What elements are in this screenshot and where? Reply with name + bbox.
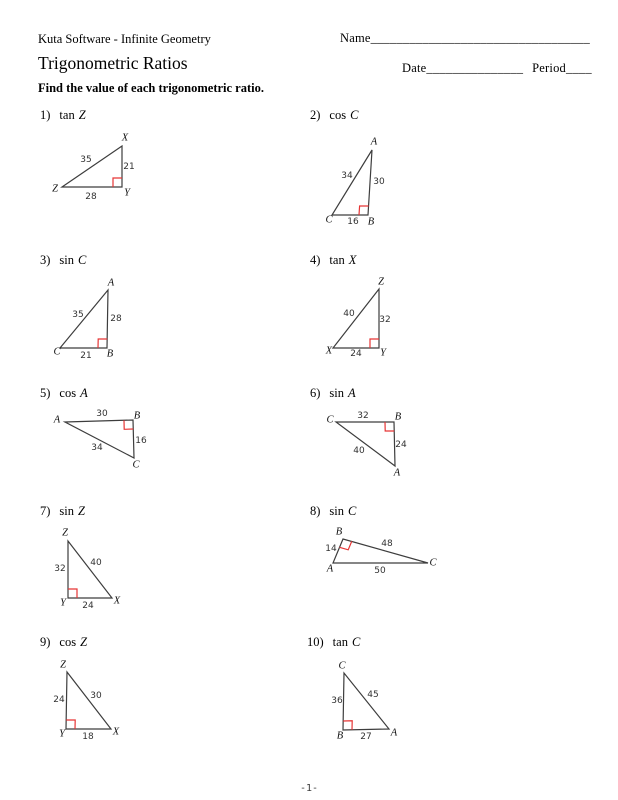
side-length-label: 16 bbox=[135, 436, 147, 446]
page-title: Trigonometric Ratios bbox=[38, 53, 188, 73]
side-length-label: 21 bbox=[123, 162, 135, 172]
right-angle-icon bbox=[359, 206, 369, 215]
angle-letter: A bbox=[348, 386, 356, 400]
side-length-label: 14 bbox=[325, 544, 337, 554]
right-angle-icon bbox=[68, 589, 77, 598]
problem-number: 10) bbox=[307, 635, 324, 649]
vertex-label: C bbox=[429, 557, 437, 569]
triangle-diagram-3 bbox=[53, 278, 122, 362]
side-length-label: 24 bbox=[53, 695, 65, 705]
vertex-label: B bbox=[367, 216, 375, 228]
vertex-label: C bbox=[338, 660, 346, 672]
side-length-label: 34 bbox=[91, 443, 103, 453]
period-label: Period bbox=[532, 61, 566, 75]
vertex-label: A bbox=[326, 563, 334, 575]
right-angle-icon bbox=[66, 720, 75, 729]
right-angle-icon bbox=[113, 178, 122, 187]
vertex-label: C bbox=[325, 214, 333, 226]
side-length-label: 24 bbox=[395, 440, 407, 450]
problem-number: 6) bbox=[310, 386, 321, 400]
problem-number: 7) bbox=[40, 504, 51, 518]
problem-number: 3) bbox=[40, 253, 51, 267]
angle-letter: Z bbox=[78, 504, 85, 518]
vertex-label: C bbox=[132, 459, 140, 471]
problem-number: 5) bbox=[40, 386, 51, 400]
name-label: Name bbox=[340, 31, 371, 45]
vertex-label: C bbox=[326, 414, 334, 426]
triangle-diagram-2 bbox=[325, 137, 385, 228]
trig-function: tan bbox=[329, 253, 345, 267]
trig-function: tan bbox=[59, 108, 75, 122]
angle-letter: Z bbox=[78, 108, 86, 122]
right-angle-icon bbox=[124, 420, 133, 429]
vertex-label: Y bbox=[60, 597, 66, 609]
angle-letter: C bbox=[350, 108, 359, 122]
side-length-label: 21 bbox=[80, 351, 92, 361]
vertex-label: X bbox=[113, 595, 121, 607]
side-length-label: 36 bbox=[331, 696, 343, 706]
vertex-label: A bbox=[370, 136, 378, 148]
right-angle-icon bbox=[385, 422, 394, 431]
problem-number: 4) bbox=[310, 253, 321, 267]
vertex-label: Z bbox=[378, 276, 384, 288]
side-length-label: 34 bbox=[341, 171, 353, 181]
side-length-label: 18 bbox=[82, 732, 94, 742]
side-length-label: 32 bbox=[54, 564, 66, 574]
side-length-label: 32 bbox=[379, 315, 391, 325]
side-length-label: 40 bbox=[353, 446, 365, 456]
triangle-outline bbox=[332, 150, 372, 215]
date-blank-line: _______________ bbox=[426, 61, 524, 75]
name-blank-line: __________________________________ bbox=[370, 31, 590, 45]
side-length-label: 24 bbox=[350, 349, 362, 359]
trig-function: cos bbox=[59, 635, 77, 649]
side-length-label: 24 bbox=[82, 601, 94, 611]
vertex-label: Y bbox=[124, 187, 130, 199]
angle-letter: X bbox=[348, 253, 357, 267]
trig-function: cos bbox=[59, 386, 77, 400]
vertex-label: B bbox=[106, 348, 114, 360]
side-length-label: 30 bbox=[96, 409, 108, 419]
vertex-label: A bbox=[53, 414, 61, 426]
angle-letter: C bbox=[78, 253, 87, 267]
date-label: Date bbox=[402, 61, 427, 75]
side-length-label: 32 bbox=[357, 411, 369, 421]
angle-letter: Z bbox=[80, 635, 88, 649]
trig-function: sin bbox=[59, 504, 75, 518]
side-length-label: 35 bbox=[72, 310, 84, 320]
side-length-label: 35 bbox=[80, 155, 92, 165]
problem-number: 8) bbox=[310, 504, 321, 518]
vertex-label: X bbox=[121, 132, 129, 144]
vertex-label: Z bbox=[62, 527, 68, 539]
vertex-label: X bbox=[112, 726, 120, 738]
vertex-label: A bbox=[390, 727, 398, 739]
problem-number: 1) bbox=[40, 108, 51, 122]
right-angle-icon bbox=[370, 339, 379, 348]
right-angle-icon bbox=[98, 339, 107, 348]
triangle-diagram-10 bbox=[331, 661, 398, 743]
triangle-diagram-5 bbox=[53, 409, 147, 471]
triangle-diagram-8 bbox=[325, 527, 437, 577]
trig-function: sin bbox=[329, 504, 345, 518]
vertex-label: C bbox=[53, 346, 61, 358]
triangle-diagram-4 bbox=[325, 277, 391, 360]
side-length-label: 27 bbox=[360, 732, 372, 742]
right-angle-icon bbox=[343, 721, 352, 730]
vertex-label: B bbox=[133, 410, 141, 422]
triangle-diagram-9 bbox=[53, 660, 120, 743]
vertex-label: Y bbox=[380, 347, 386, 359]
instruction-text: Find the value of each trigonometric ratio. bbox=[38, 81, 264, 95]
angle-letter: C bbox=[348, 504, 357, 518]
angle-letter: A bbox=[80, 386, 88, 400]
trig-function: sin bbox=[59, 253, 75, 267]
vertex-label: X bbox=[325, 345, 333, 357]
problem-number: 9) bbox=[40, 635, 51, 649]
brand-text: Kuta Software - Infinite Geometry bbox=[38, 32, 211, 46]
side-length-label: 28 bbox=[110, 314, 122, 324]
vertex-label: B bbox=[394, 411, 402, 423]
problem-number: 2) bbox=[310, 108, 321, 122]
trig-function: cos bbox=[329, 108, 347, 122]
triangle-diagram-7 bbox=[54, 528, 121, 612]
side-length-label: 30 bbox=[90, 691, 102, 701]
period-blank-line: ____ bbox=[566, 61, 592, 75]
side-length-label: 16 bbox=[347, 217, 359, 227]
page-number: -1- bbox=[299, 783, 319, 794]
triangle-diagram-6 bbox=[326, 411, 407, 479]
side-length-label: 45 bbox=[367, 690, 379, 700]
triangle-outline bbox=[336, 422, 395, 466]
vertex-label: A bbox=[107, 277, 115, 289]
vertex-label: A bbox=[393, 467, 401, 479]
side-length-label: 48 bbox=[381, 539, 393, 549]
side-length-label: 40 bbox=[90, 558, 102, 568]
side-length-label: 28 bbox=[85, 192, 97, 202]
vertex-label: B bbox=[335, 526, 343, 538]
side-length-label: 30 bbox=[373, 177, 385, 187]
trig-function: sin bbox=[329, 386, 345, 400]
vertex-label: Z bbox=[52, 183, 58, 195]
side-length-label: 50 bbox=[374, 566, 386, 576]
side-length-label: 40 bbox=[343, 309, 355, 319]
trig-function: tan bbox=[332, 635, 348, 649]
vertex-label: Y bbox=[59, 728, 65, 740]
vertex-label: B bbox=[336, 730, 344, 742]
triangle-diagram-1 bbox=[52, 133, 135, 203]
angle-letter: C bbox=[351, 635, 361, 649]
vertex-label: Z bbox=[60, 659, 66, 671]
